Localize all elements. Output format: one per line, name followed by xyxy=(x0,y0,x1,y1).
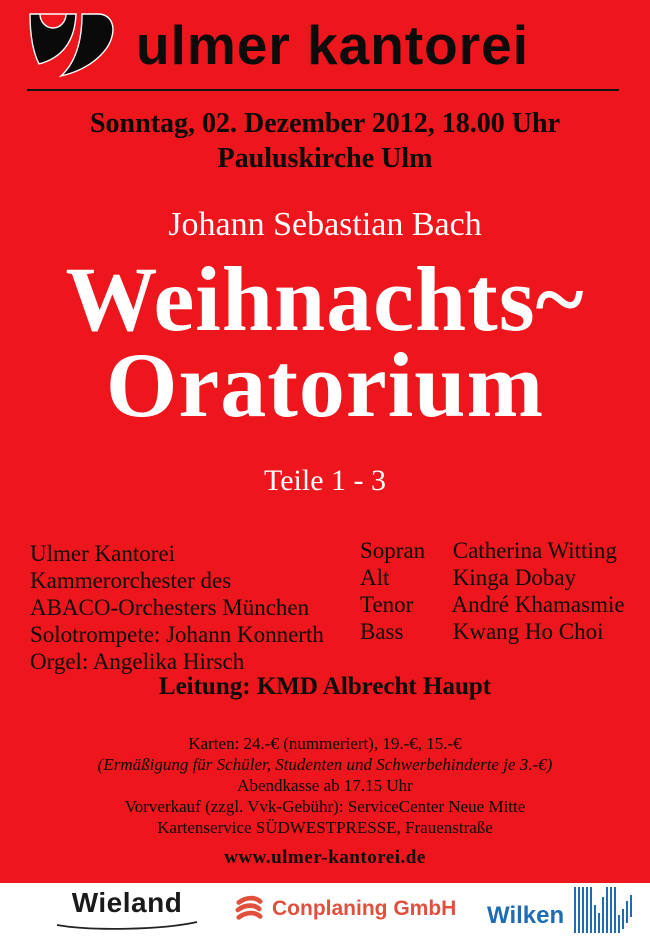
soloist-row xyxy=(360,537,625,564)
ensemble-line: Orgel: Angelika Hirsch xyxy=(30,649,245,674)
ulmer-kantorei-mark-icon xyxy=(22,10,114,85)
sponsor-wilken-name: Wilken xyxy=(487,902,565,929)
soloist-name: Catherina Witting xyxy=(452,538,617,563)
soloist-voice: Bass xyxy=(360,619,404,644)
soloist-name: André Khamasmie xyxy=(451,592,625,617)
ensemble-line: Ulmer Kantorei xyxy=(30,541,175,566)
event-date-block xyxy=(0,106,650,176)
conplaning-ribbons-icon xyxy=(235,894,263,924)
conductor-line: Leitung: KMD Albrecht Haupt xyxy=(158,673,492,700)
composer: Johann Sebastian Bach xyxy=(168,206,482,243)
ticket-discount-note: (Ermäßigung für Schüler, Studenten und Schwerbehinderte je 3.-€) xyxy=(97,755,553,774)
ticket-box-office: Abendkasse ab 17.15 Uhr xyxy=(237,776,413,795)
ticket-service: Kartenservice SÜDWESTPRESSE, Frauenstraße xyxy=(157,818,493,837)
soloist-name: Kinga Dobay xyxy=(452,565,577,590)
work-title-line1: Weihnachts~ xyxy=(65,248,585,350)
soloist-voice: Tenor xyxy=(360,592,414,617)
website-url: www.ulmer-kantorei.de xyxy=(224,847,426,868)
soloist-voice: Alt xyxy=(360,565,390,590)
sponsor-conplaning-name: Conplaning GmbH xyxy=(272,897,457,920)
sponsor-conplaning-logo xyxy=(235,894,456,924)
event-datetime: Sonntag, 02. Dezember 2012, 18.00 Uhr xyxy=(89,108,560,139)
soloist-list xyxy=(360,537,625,645)
ticket-prices: Karten: 24.-€ (nummeriert), 19.-€, 15.-€ xyxy=(188,734,462,753)
soloist-row xyxy=(360,618,625,645)
sponsor-wilken-logo xyxy=(487,885,634,935)
ensemble-line: ABACO-Orchesters München xyxy=(30,595,310,620)
sponsor-strip xyxy=(0,883,650,939)
ensemble-list xyxy=(30,540,324,675)
wieland-swoosh-icon xyxy=(56,921,198,931)
soloist-voice: Sopran xyxy=(360,538,426,563)
soloist-row xyxy=(360,564,625,591)
brand-title: ulmer kantorei xyxy=(136,14,530,76)
sponsor-wieland-logo xyxy=(56,888,198,936)
ticket-presale: Vorverkauf (zzgl. Vvk-Gebühr): ServiceCenter Neue Mitte xyxy=(124,797,526,816)
work-title xyxy=(0,248,650,436)
header-divider xyxy=(27,89,619,91)
event-venue: Pauluskirche Ulm xyxy=(217,143,433,174)
work-parts: Teile 1 - 3 xyxy=(263,464,387,497)
work-title-line2: Oratorium xyxy=(105,334,545,436)
ticket-info xyxy=(0,733,650,838)
sponsor-wieland-name: Wieland xyxy=(71,887,183,918)
ensemble-line: Kammerorchester des xyxy=(30,568,232,593)
ensemble-line: Solotrompete: Johann Konnerth xyxy=(30,622,324,647)
wilken-stripes-icon xyxy=(572,885,634,935)
soloist-row xyxy=(360,591,625,618)
soloist-name: Kwang Ho Choi xyxy=(452,619,604,644)
